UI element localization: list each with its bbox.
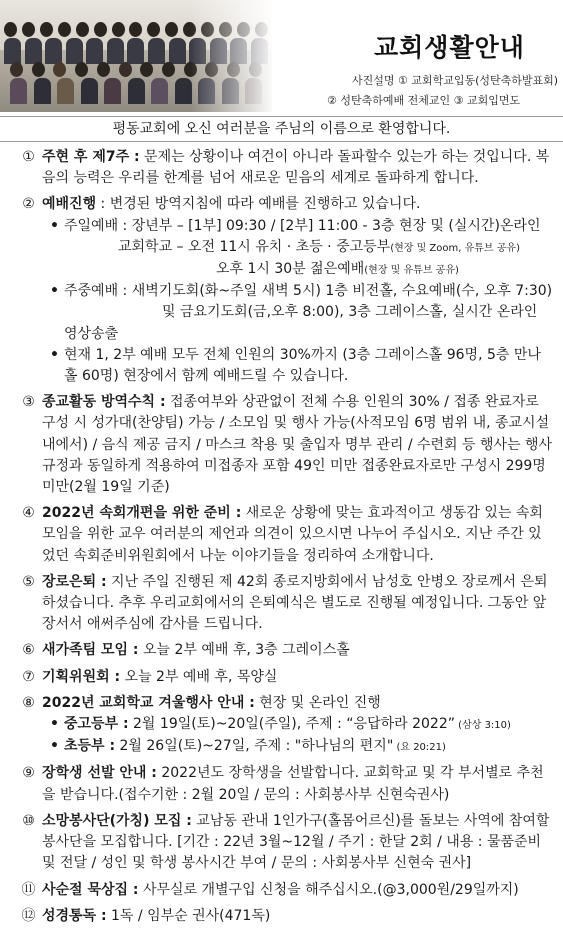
item-text: 교남동 관내 1인가구(홀몸어르신)를 돌보는 사역에 참여할 봉사단을 모집합니다. [기간 : 22년 3월~12월 / 주기 : 한달 2회 / 내용 : 물품준비 및 전달 / 성인 및 학생 봉사시간 부여 / 문의 : 사회봉사부 신현숙 권사] [42, 812, 550, 872]
item-number: ⑥ [22, 642, 35, 659]
sub-item-note: (요 20:21) [393, 742, 446, 754]
item-title: 새가족팀 모임 : [42, 642, 139, 659]
item-title: 성경통독 : [42, 907, 107, 924]
sub-item-capacity [50, 345, 554, 387]
item-title: 소망봉사단(가칭) 모집 : [42, 812, 192, 829]
item-number: ⑫ [21, 907, 36, 924]
announcement-item [16, 194, 554, 387]
bullet: • [50, 716, 59, 733]
item-title: 2022년 속회개편을 위한 준비 : [42, 505, 242, 522]
announcements-list [16, 147, 554, 932]
sub-item-note: (현장 및 Zoom, 유튜브 공유) [390, 242, 520, 254]
item-title: 사순절 묵상집 : [42, 881, 139, 898]
bullet: • [50, 738, 59, 755]
bullet: • [50, 217, 59, 234]
bullet: • [50, 283, 59, 300]
announcement-item [16, 640, 554, 661]
item-title: 주현 후 제7주 : [42, 149, 140, 165]
item-number: ⑩ [22, 812, 35, 829]
announcement-item [16, 763, 554, 805]
sub-item-line: 주일예배 : 장년부 – [1부] 09:30 / [2부] 11:00 - 3층 현장 및 (실시간)온라인 [64, 217, 541, 234]
sub-item-youth [50, 714, 554, 736]
announcement-item [16, 811, 554, 875]
welcome-banner: 평동교회에 오신 여러분을 주님의 이름으로 환영합니다. [0, 116, 563, 142]
item-number: ④ [22, 505, 35, 522]
sub-item-note: (삼상 3:10) [454, 720, 511, 732]
item-text: 새로운 상황에 맞는 효과적이고 생동감 있는 속회모임을 위한 교우 여러분의 제언과 의견이 있으시면 나누어 주십시오. 지난 주간 있었던 속회준비위원회에서 나눈 이야기들을 정리하여 소개합니다. [42, 505, 543, 564]
item-title: 예배진행 [42, 196, 97, 213]
sub-item-line: 현재 1, 2부 예배 모두 전체 인원의 30%까지 (3층 그레이스홀 96명, 5층 만나홀 60명) 현장에서 함께 예배드릴 수 있습니다. [64, 346, 541, 385]
sub-item-sunday-worship [50, 216, 554, 282]
item-title: 장로은퇴 : [42, 573, 107, 590]
sub-item-line: 주중예배 : 새벽기도회(화~주일 새벽 5시) 1층 비전홀, 수요예배(수, 오후 7:30) [64, 283, 553, 300]
announcement-item [16, 147, 554, 189]
item-number: ① [22, 149, 35, 165]
photo-caption-line2: ② 성탄축하예배 전체교인 ③ 교회입면도 [327, 94, 521, 107]
item-number: ⑨ [22, 765, 35, 782]
sub-item-line: 오후 1시 30분 젊은예배 [216, 261, 365, 278]
item-number: ② [22, 196, 35, 213]
sub-item-note: (현장 및 유튜브 공유) [364, 265, 459, 277]
item-text: 사무실로 개별구입 신청을 해주십시오.(@3,000원/29일까지) [138, 881, 519, 898]
item-text: 1독 / 임부순 권사(471독) [106, 907, 271, 924]
item-text: 지난 주일 진행된 제 42회 종로지방회에서 남성호 안병오 장로께서 은퇴하셨습니다. 추후 우리교회에서의 은퇴예식은 별도로 진행될 예정입니다. 그동안 앞장서서 애써주심에 감사를 드립니다. [42, 573, 548, 633]
sub-item-elementary [50, 736, 554, 758]
announcement-item [16, 503, 554, 567]
item-text: 접종여부와 상관없이 전체 수용 인원의 30% / 접종 완료자로 구성 시 성가대(찬양팀) 가능 / 소모임 및 행사 가능(사적모임 6명 범위 내, 종교시설 내에서) / 음식 제공 금지 / 마스크 착용 및 출입자 명부 관리 / 수련회 등 행사는 행사규정과 동일하게 적용하여 미접종자 포함 49인 미만 접종완료자로만 구성시 299명 미만(2월 19일 기준) [42, 394, 553, 496]
page-title: 교회생활안내 [374, 33, 525, 62]
item-number: ⑧ [22, 694, 35, 711]
sub-item-text: 2월 26일(토)~27일, 주제 : "하나님의 편지" [115, 738, 394, 755]
photo-fade [0, 0, 272, 112]
announcement-item [16, 667, 554, 688]
item-text: 오늘 2부 예배 후, 3층 그레이스홀 [138, 642, 350, 659]
announcement-item [16, 572, 554, 636]
item-title: 종교활동 방역수칙 : [42, 394, 166, 411]
item-number: ③ [22, 394, 35, 411]
item-title: 기획위원회 : [42, 668, 121, 685]
bullet: • [50, 346, 59, 363]
item-text: 오늘 2부 예배 후, 목양실 [120, 668, 278, 685]
item-number: ⑤ [22, 573, 35, 590]
item-number: ⑪ [21, 881, 36, 898]
item-text: : 변경된 방역지침에 따라 예배를 진행하고 있습니다. [96, 196, 421, 213]
header [0, 0, 563, 112]
sub-item-line: 교회학교 – 오전 11시 유치 · 초등 · 중고등부 [118, 238, 391, 255]
item-title: 장학생 선발 안내 : [42, 765, 157, 782]
item-text: 2022년도 장학생을 선발합니다. 교회학교 및 각 부서별로 추천을 받습니다.(접수기한 : 2월 20일 / 문의 : 사회봉사부 신현숙권사) [42, 765, 544, 803]
item-text: 현장 및 온라인 진행 [254, 694, 381, 711]
sub-item-title: 초등부 : [64, 738, 116, 755]
announcement-item [16, 693, 554, 759]
church-group-photo [0, 0, 272, 112]
sub-item-line: 및 금요기도회(금,오후 8:00), 3층 그레이스홀, 실시간 온라인 영상송출 [64, 304, 538, 342]
item-text: 문제는 상황이나 여건이 아니라 돌파할수 있는가 하는 것입니다. 복음의 능력은 우리를 한계를 넘어 새로운 믿음의 세계로 돌파하게 합니다. [42, 149, 550, 187]
item-title: 2022년 교회학교 겨울행사 안내 : [42, 694, 255, 711]
announcement-item [16, 880, 554, 901]
item-number: ⑦ [22, 668, 35, 685]
sub-item-title: 중고등부 : [64, 716, 129, 733]
announcement-item [16, 906, 554, 927]
sub-item-weekday-worship [50, 281, 554, 345]
photo-caption-line1: 사진설명 ① 교회학교입동(성탄축하발표회) [352, 74, 559, 87]
sub-item-text: 2월 19일(토)~20일(주일), 주제 : “응답하라 2022” [128, 716, 455, 733]
announcement-item [16, 392, 554, 498]
